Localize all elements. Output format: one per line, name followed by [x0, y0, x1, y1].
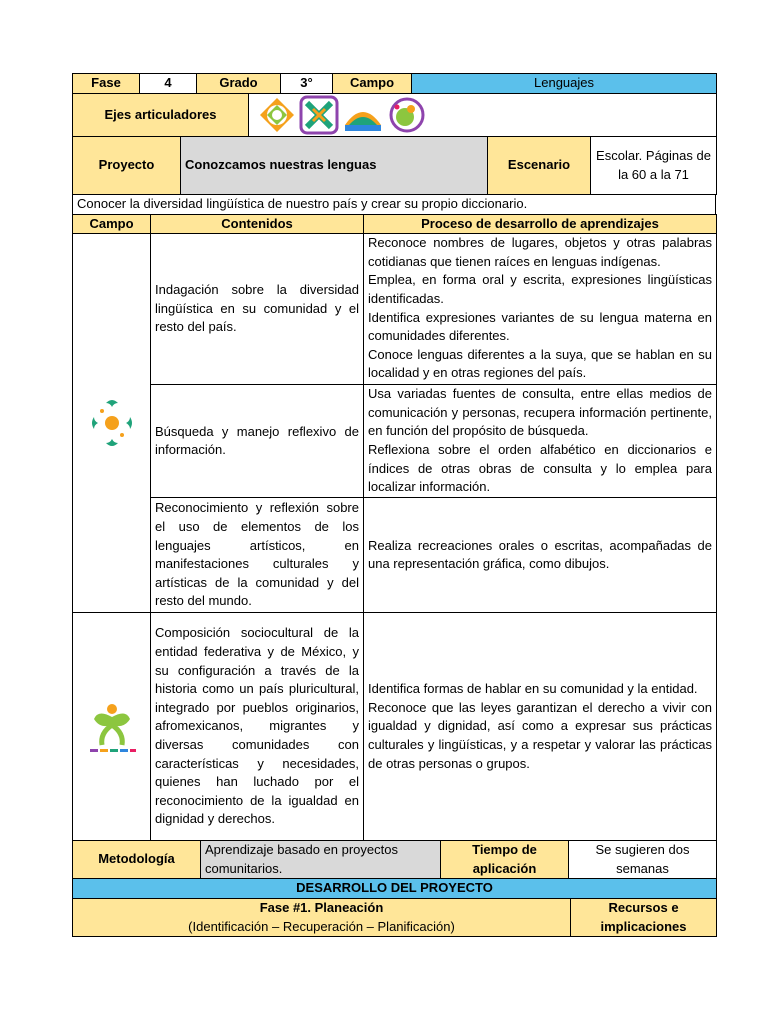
ejes-icon-strip — [257, 95, 437, 135]
campo-label: Campo — [333, 74, 412, 94]
proceso-1-item: Identifica expresiones variantes de su lengua materna en comunidades diferentes. — [368, 309, 712, 344]
col-contenidos-header: Contenidos — [151, 214, 364, 234]
objetivo-table — [72, 194, 716, 215]
contenido-3: Reconocimiento y reflexión sobre el uso de elementos de los lenguajes artísticos, en manifestaciones culturales y artísticas de la comunidad y del resto del mundo. — [151, 498, 364, 613]
campo-value: Lenguajes — [412, 74, 717, 94]
contenido-2: Búsqueda y manejo reflexivo de información. — [151, 385, 364, 498]
vida-saludable-icon — [391, 99, 423, 131]
table-row — [73, 234, 717, 385]
table-row — [73, 613, 717, 841]
grado-value: 3° — [281, 74, 333, 94]
desarrollo-title: DESARROLLO DEL PROYECTO — [73, 879, 717, 899]
fase-1-cell — [73, 898, 571, 936]
tiempo-value: Se sugieren dos semanas — [569, 841, 717, 879]
pensamiento-critico-icon — [301, 97, 337, 133]
proceso-4 — [364, 613, 717, 841]
ejes-icons — [249, 94, 717, 137]
proceso-1-item: Reconoce nombres de lugares, objetos y otras palabras cotidianas que tienen raíces en lenguas indígenas. — [368, 235, 712, 269]
escenario-value: Escolar. Páginas de la 60 a la 71 — [591, 137, 717, 195]
proceso-2-item: Reflexiona sobre el orden alfabético en diccionarios e índices de otras obras de consulta y lo emplea para localizar información. — [368, 441, 712, 495]
contenido-1: Indagación sobre la diversidad lingüística en su comunidad y el resto del país. — [151, 234, 364, 385]
header-table — [72, 73, 717, 94]
proyecto-label: Proyecto — [73, 137, 181, 195]
proceso-2 — [364, 385, 717, 498]
tiempo-label: Tiempo de aplicación — [441, 841, 569, 879]
interculturalidad-icon — [345, 112, 381, 131]
fase-1-subtitle: (Identificación – Recuperación – Planificación) — [188, 918, 455, 934]
grado-label: Grado — [197, 74, 281, 94]
metodologia-label: Metodología — [73, 841, 201, 879]
col-campo-header: Campo — [73, 214, 151, 234]
proceso-2-item: Usa variadas fuentes de consulta, entre ellas medios de comunicación y personas, recupera información pertinente, en función del propósito de búsqueda. — [368, 386, 712, 439]
desarrollo-table — [72, 878, 717, 937]
table-row — [73, 498, 717, 613]
proyecto-value: Conozcamos nuestras lenguas — [181, 137, 488, 195]
ejes-table — [72, 93, 717, 137]
fase-value: 4 — [140, 74, 197, 94]
proceso-1 — [364, 234, 717, 385]
proceso-1-item: Emplea, en forma oral y escrita, expresiones lingüísticas identificadas. — [368, 272, 712, 306]
proceso-4-item: Reconoce que las leyes garantizan el derecho a vivir con igualdad y dignidad, así como a expresar sus prácticas culturales y lingüísticas, y a respetar y valorar las prácticas de otras personas o grupos. — [368, 699, 712, 771]
fase-label: Fase — [73, 74, 140, 94]
escenario-label: Escenario — [488, 137, 591, 195]
fase-1-title: Fase #1. Planeación — [259, 899, 384, 915]
table-row — [73, 385, 717, 498]
etica-naturaleza-sociedades-campo-icon — [86, 699, 138, 755]
proceso-3 — [364, 498, 717, 613]
proceso-3-item: Realiza recreaciones orales o escritas, acompañadas de una representación gráfica, como dibujos. — [368, 537, 712, 572]
recursos-label: Recursos e implicaciones — [571, 898, 717, 936]
proyecto-table — [72, 136, 717, 195]
metodologia-value: Aprendizaje basado en proyectos comunitarios. — [201, 841, 441, 879]
contenido-4: Composición sociocultural de la entidad federativa y de México, y su configuración a través de la historia como un país pluricultural, integrado por pueblos originarios, afromexicanos, migrantes y diversas comunidades con características y necesidades, quienes han luchado por el reconocimiento de la igualdad en dignidad y derechos. — [151, 613, 364, 841]
campo-icon-cell-etica — [73, 613, 151, 841]
lenguajes-campo-icon — [88, 395, 136, 451]
planning-document — [72, 73, 716, 937]
inclusion-icon — [260, 98, 294, 132]
proceso-1-item: Conoce lenguas diferentes a la suya, que se hablan en su localidad y en otras regiones del país. — [368, 346, 712, 381]
proceso-4-item: Identifica formas de hablar en su comunidad y la entidad. — [368, 681, 698, 697]
col-proceso-header: Proceso de desarrollo de aprendizajes — [364, 214, 717, 234]
ejes-label: Ejes articuladores — [73, 94, 249, 137]
objetivo-text: Conocer la diversidad lingüística de nuestro país y crear su propio diccionario. — [73, 195, 716, 215]
metodologia-table — [72, 840, 717, 879]
campo-icon-cell-lenguajes — [73, 234, 151, 613]
contenidos-table — [72, 214, 717, 842]
